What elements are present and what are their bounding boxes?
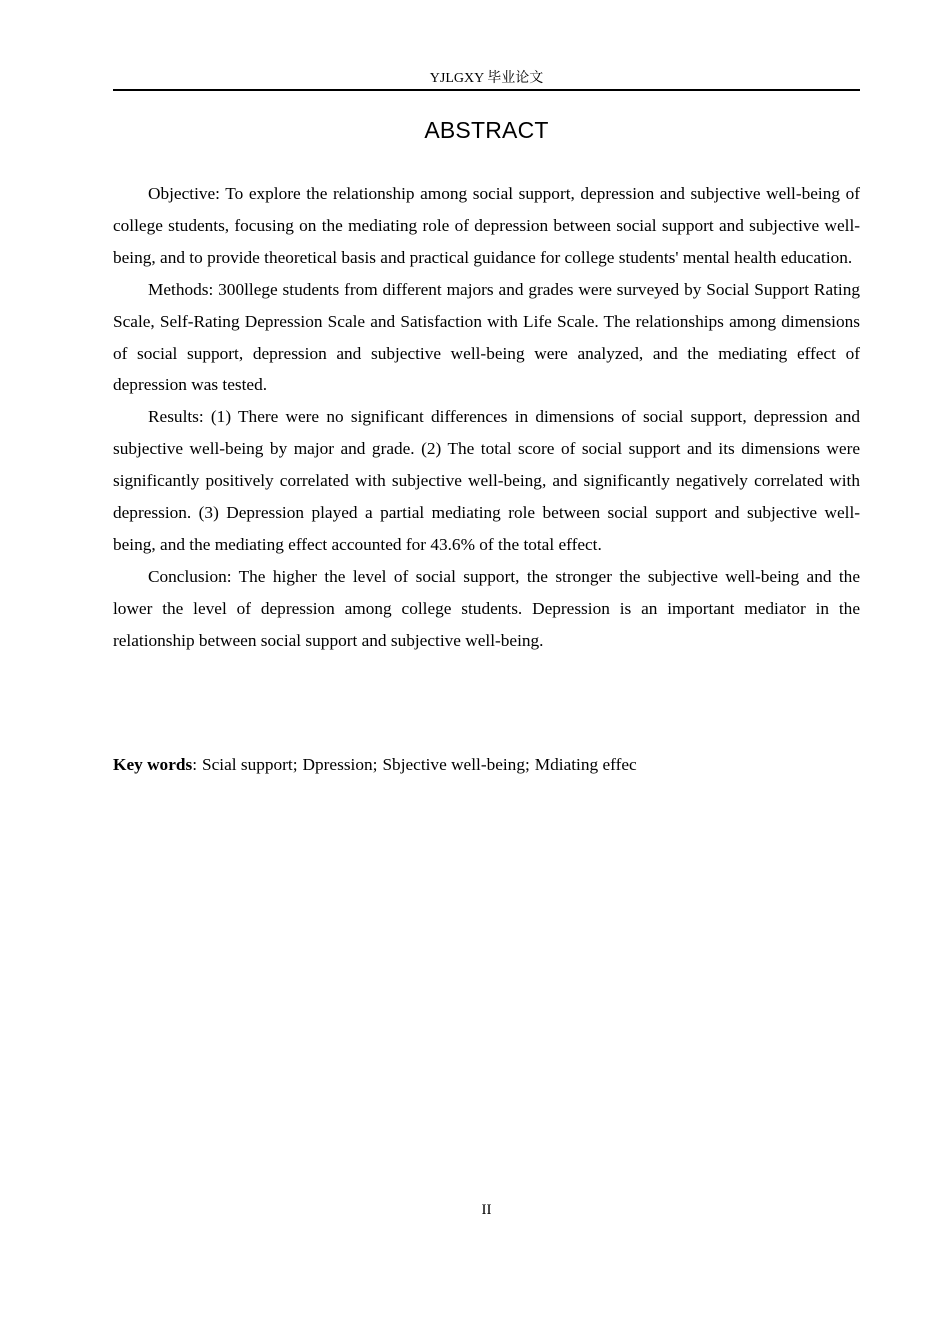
abstract-body [113,178,860,657]
keyword-item: Scial support; [202,755,298,774]
keyword-item: Mdiating effec [534,755,637,774]
abstract-title: ABSTRACT [424,117,549,143]
results-paragraph: Results: (1) There were no significant differences in dimensions of social support, depression and subjective well-being by major and grade. (2) The total score of social support and its dimensions were significantly positively correlated with subjective well-being, and significantly negatively correlated with depression. (3) Depression played a partial mediating role between social support and subjective well-being, and the mediating effect accounted for 43.6% of the total effect. [113,407,860,554]
keywords-separator: : [192,755,198,774]
objective-paragraph: Objective: To explore the relationship among social support, depression and subjective well-being of college students, focusing on the mediating role of depression between social support and subjective well-being, and to provide theoretical basis and practical guidance for college students' mental health education. [113,184,860,267]
keyword-item: Dpression; [302,755,378,774]
conclusion-paragraph: Conclusion: The higher the level of social support, the stronger the subjective well-being and the lower the level of depression among college students. Depression is an important mediator in the relationship between social support and subjective well-being. [113,566,860,650]
header-rule [113,89,860,91]
running-header: YJLGXY 毕业论文 [429,71,544,86]
keywords-label: Key words [113,755,193,774]
page-number: II [481,1202,492,1218]
keyword-item: Sbjective well-being; [382,755,530,774]
keywords-line [113,749,860,780]
methods-paragraph: Methods: 300llege students from different majors and grades were surveyed by Social Support Rating Scale, Self-Rating Depression Scale and Satisfaction with Life Scale. The relationships among dimensions of social support, depression and subjective well-being were analyzed, and the mediating effect of depression was tested. [113,279,860,395]
